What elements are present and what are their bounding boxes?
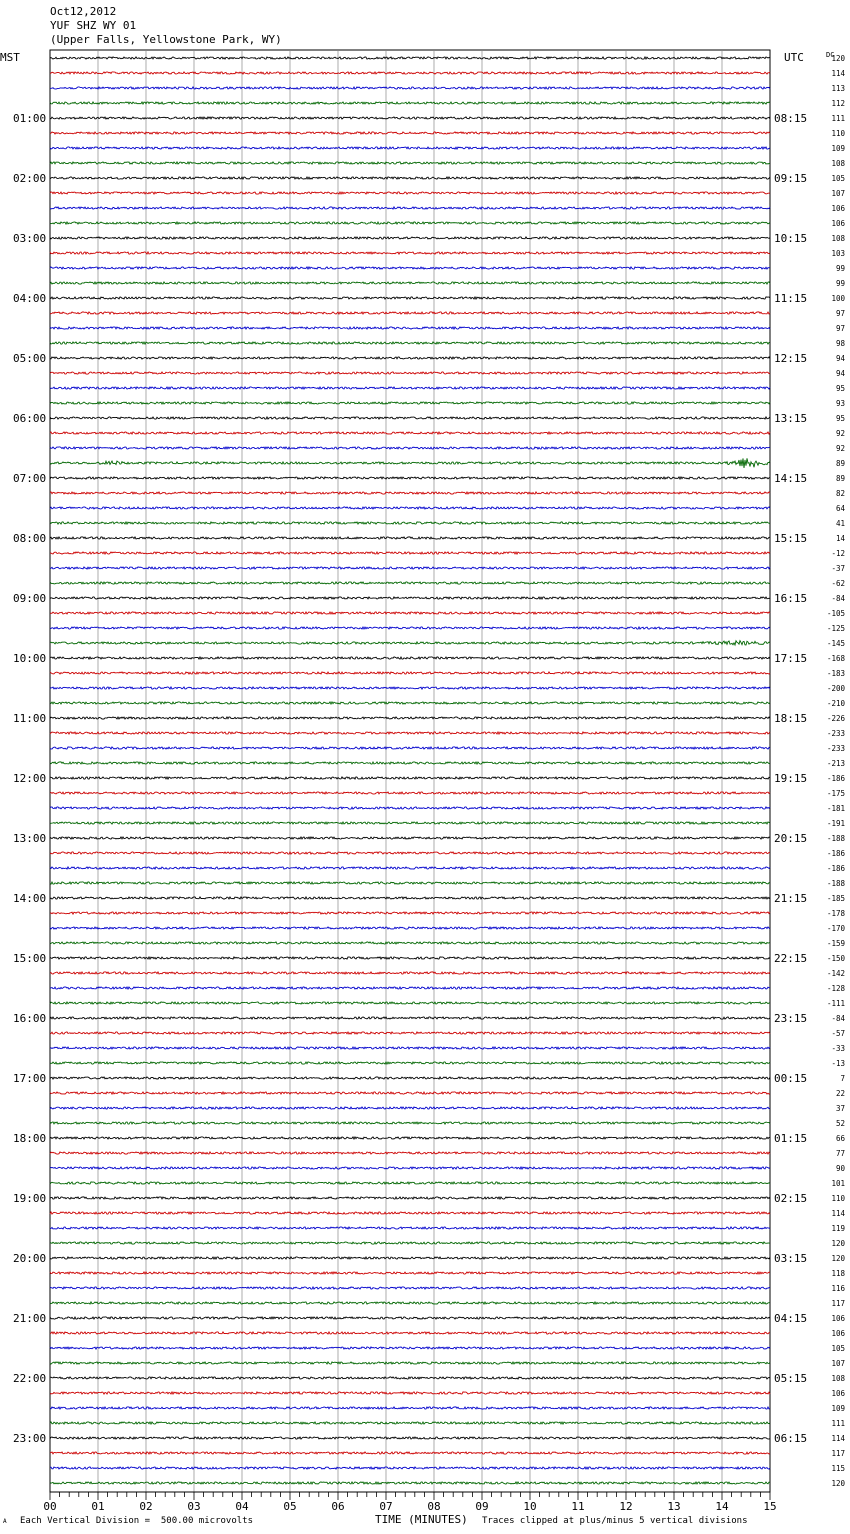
dc-offset-label: -37 <box>831 564 845 573</box>
trace-line <box>50 1257 770 1259</box>
trace-line <box>50 1332 770 1334</box>
dc-offset-label: -84 <box>831 1014 845 1023</box>
trace-line <box>50 162 770 164</box>
trace-line <box>50 117 770 119</box>
mst-hour-label: 13:00 <box>13 832 47 845</box>
mst-hour-label: 08:00 <box>13 532 47 545</box>
x-tick-label: 11 <box>571 1500 585 1513</box>
dc-offset-label: 106 <box>831 204 845 213</box>
trace-line <box>50 822 770 824</box>
chart-date: Oct12,2012 <box>50 5 117 18</box>
dc-offset-label: -213 <box>826 759 845 768</box>
trace-line <box>50 1407 770 1409</box>
dc-offset-label: 89 <box>835 474 845 483</box>
utc-hour-label: 10:15 <box>774 232 808 245</box>
utc-hour-label: 18:15 <box>774 712 808 725</box>
x-tick-label: 06 <box>331 1500 345 1513</box>
trace-line <box>50 762 770 764</box>
x-tick-label: 05 <box>283 1500 297 1513</box>
dc-offset-label: 92 <box>835 429 845 438</box>
utc-hour-label: 19:15 <box>774 772 808 785</box>
utc-hour-label: 09:15 <box>774 172 808 185</box>
dc-offset-label: -12 <box>831 549 845 558</box>
utc-hour-label: 23:15 <box>774 1012 808 1025</box>
x-tick-label: 12 <box>619 1500 633 1513</box>
trace-line <box>50 507 770 509</box>
trace-line <box>50 402 770 404</box>
trace-line <box>50 1107 770 1109</box>
dc-offset-label: -178 <box>826 909 845 918</box>
utc-hour-label: 16:15 <box>774 592 808 605</box>
utc-hour-label: 12:15 <box>774 352 808 365</box>
trace-line <box>50 237 770 239</box>
utc-hour-label: 21:15 <box>774 892 808 905</box>
utc-hour-label: 17:15 <box>774 652 808 665</box>
trace-line <box>50 1182 770 1184</box>
dc-offset-label: 14 <box>835 534 845 543</box>
trace-line <box>50 192 770 194</box>
dc-offset-label: -128 <box>826 984 845 993</box>
trace-line <box>50 1452 770 1454</box>
trace-line <box>50 657 770 659</box>
dc-offset-label: 110 <box>831 129 845 138</box>
trace-line <box>50 1212 770 1214</box>
mst-hour-label: 12:00 <box>13 772 47 785</box>
x-tick-label: 13 <box>667 1500 681 1513</box>
dc-offset-label: -170 <box>826 924 845 933</box>
trace-line <box>50 342 770 344</box>
x-tick-label: 02 <box>139 1500 153 1513</box>
mst-hour-label: 07:00 <box>13 472 47 485</box>
dc-offset-label: 97 <box>835 309 845 318</box>
utc-hour-label: 00:15 <box>774 1072 808 1085</box>
trace-line <box>50 282 770 284</box>
trace-line <box>50 1437 770 1439</box>
trace-line <box>50 612 770 614</box>
utc-hour-label: 03:15 <box>774 1252 808 1265</box>
dc-offset-label: -62 <box>831 579 845 588</box>
mst-hour-label: 19:00 <box>13 1192 47 1205</box>
station-code: YUF SHZ WY 01 <box>50 19 137 32</box>
trace-line <box>50 267 770 269</box>
trace-line <box>50 852 770 854</box>
dc-offset-label: 114 <box>831 1434 845 1443</box>
dc-offset-label: 117 <box>831 1449 845 1458</box>
dc-offset-label: 114 <box>831 69 845 78</box>
utc-hour-label: 15:15 <box>774 532 808 545</box>
trace-line <box>50 1347 770 1349</box>
utc-hour-label: 04:15 <box>774 1312 808 1325</box>
mst-hour-label: 05:00 <box>13 352 47 365</box>
dc-offset-label: -200 <box>826 684 845 693</box>
mst-hour-label: 17:00 <box>13 1072 47 1085</box>
trace-line <box>50 372 770 374</box>
dc-offset-label: -145 <box>826 639 845 648</box>
mst-hour-label: 01:00 <box>13 112 47 125</box>
left-axis-label: MST <box>0 51 20 64</box>
dc-offset-label: -168 <box>826 654 845 663</box>
trace-line <box>50 1137 770 1139</box>
trace-line <box>50 957 770 959</box>
x-tick-label: 09 <box>475 1500 489 1513</box>
trace-line <box>50 177 770 179</box>
dc-offset-label: 52 <box>835 1119 845 1128</box>
dc-offset-label: 112 <box>831 99 845 108</box>
trace-line <box>50 867 770 869</box>
trace-line <box>50 132 770 134</box>
right-axis-label: UTC <box>784 51 804 64</box>
mst-hour-label: 22:00 <box>13 1372 47 1385</box>
dc-offset-label: -13 <box>831 1059 845 1068</box>
trace-line <box>50 567 770 569</box>
trace-line <box>50 1047 770 1049</box>
x-axis-label: TIME (MINUTES) <box>375 1513 468 1526</box>
dc-offset-label: 99 <box>835 279 845 288</box>
dc-offset-label: 107 <box>831 1359 845 1368</box>
x-tick-label: 03 <box>187 1500 201 1513</box>
dc-offset-label: 97 <box>835 324 845 333</box>
trace-line <box>50 837 770 839</box>
corner-mark: A <box>3 1518 7 1525</box>
dc-offset-label: -186 <box>826 864 845 873</box>
dc-offset-label: -125 <box>826 624 845 633</box>
dc-offset-label: 64 <box>835 504 845 513</box>
dc-offset-label: 119 <box>831 1224 845 1233</box>
dc-offset-label: 111 <box>831 114 845 123</box>
trace-line <box>50 582 770 584</box>
dc-offset-label: 94 <box>835 354 845 363</box>
station-location: (Upper Falls, Yellowstone Park, WY) <box>50 33 282 46</box>
trace-line <box>50 57 770 59</box>
trace-line <box>50 1272 770 1274</box>
trace-line <box>50 732 770 734</box>
trace-line <box>50 641 770 645</box>
dc-offset-label: -233 <box>826 744 845 753</box>
trace-line <box>50 297 770 299</box>
trace-line <box>50 1032 770 1034</box>
x-tick-label: 01 <box>91 1500 105 1513</box>
trace-line <box>50 627 770 629</box>
dc-offset-label: 93 <box>835 399 845 408</box>
trace-line <box>50 672 770 674</box>
dc-offset-label: -111 <box>826 999 845 1008</box>
mst-hour-label: 02:00 <box>13 172 47 185</box>
mst-hour-label: 14:00 <box>13 892 47 905</box>
trace-line <box>50 747 770 749</box>
dc-label: DC <box>826 51 835 59</box>
trace-line <box>50 357 770 359</box>
trace-line <box>50 1482 770 1484</box>
x-tick-label: 07 <box>379 1500 393 1513</box>
trace-line <box>50 777 770 779</box>
utc-hour-label: 11:15 <box>774 292 808 305</box>
trace-line <box>50 447 770 449</box>
dc-offset-label: 103 <box>831 249 845 258</box>
dc-offset-label: 7 <box>840 1074 845 1083</box>
dc-offset-label: -142 <box>826 969 845 978</box>
trace-line <box>50 477 770 479</box>
dc-offset-label: -84 <box>831 594 845 603</box>
utc-hour-label: 13:15 <box>774 412 808 425</box>
dc-offset-label: 89 <box>835 459 845 468</box>
mst-hour-label: 06:00 <box>13 412 47 425</box>
dc-offset-label: 77 <box>835 1149 845 1158</box>
trace-line <box>50 1242 770 1244</box>
trace-line <box>50 1002 770 1004</box>
dc-offset-label: -210 <box>826 699 845 708</box>
utc-hour-label: 14:15 <box>774 472 808 485</box>
trace-line <box>50 987 770 989</box>
trace-line <box>50 1467 770 1469</box>
trace-line <box>50 1092 770 1094</box>
dc-offset-label: 109 <box>831 144 845 153</box>
trace-line <box>50 207 770 209</box>
utc-hour-label: 02:15 <box>774 1192 808 1205</box>
trace-line <box>50 417 770 419</box>
dc-offset-label: 106 <box>831 1389 845 1398</box>
trace-line <box>50 458 770 468</box>
trace-line <box>50 927 770 929</box>
utc-hour-label: 22:15 <box>774 952 808 965</box>
dc-offset-label: 120 <box>831 54 845 63</box>
dc-offset-label: -57 <box>831 1029 845 1038</box>
x-tick-label: 15 <box>763 1500 777 1513</box>
dc-offset-label: 110 <box>831 1194 845 1203</box>
dc-offset-label: -186 <box>826 849 845 858</box>
dc-offset-label: 115 <box>831 1464 845 1473</box>
dc-offset-label: 113 <box>831 84 845 93</box>
trace-line <box>50 522 770 524</box>
dc-offset-label: 108 <box>831 234 845 243</box>
trace-line <box>50 1317 770 1319</box>
dc-offset-label: -188 <box>826 879 845 888</box>
trace-line <box>50 792 770 794</box>
dc-offset-label: -233 <box>826 729 845 738</box>
trace-line <box>50 882 770 884</box>
utc-hour-label: 08:15 <box>774 112 808 125</box>
mst-hour-label: 03:00 <box>13 232 47 245</box>
trace-line <box>50 597 770 599</box>
trace-line <box>50 942 770 944</box>
dc-offset-label: 108 <box>831 1374 845 1383</box>
mst-hour-label: 21:00 <box>13 1312 47 1325</box>
dc-offset-label: -33 <box>831 1044 845 1053</box>
trace-line <box>50 537 770 539</box>
trace-line <box>50 1152 770 1154</box>
mst-hour-label: 11:00 <box>13 712 47 725</box>
dc-offset-label: 41 <box>835 519 845 528</box>
dc-offset-label: 120 <box>831 1254 845 1263</box>
dc-offset-label: 66 <box>835 1134 845 1143</box>
dc-offset-label: -226 <box>826 714 845 723</box>
dc-offset-label: 98 <box>835 339 845 348</box>
trace-line <box>50 1062 770 1064</box>
trace-line <box>50 1077 770 1079</box>
trace-line <box>50 1227 770 1229</box>
dc-offset-label: 116 <box>831 1284 845 1293</box>
time-axis <box>43 1492 776 1513</box>
dc-offset-label: 120 <box>831 1239 845 1248</box>
trace-line <box>50 492 770 494</box>
trace-line <box>50 222 770 224</box>
trace-line <box>50 1197 770 1199</box>
dc-offset-label: -175 <box>826 789 845 798</box>
dc-offset-label: 114 <box>831 1209 845 1218</box>
x-tick-label: 08 <box>427 1500 441 1513</box>
trace-line <box>50 702 770 704</box>
dc-offset-label: 105 <box>831 1344 845 1353</box>
trace-line <box>50 1122 770 1124</box>
dc-offset-label: 117 <box>831 1299 845 1308</box>
mst-hour-label: 15:00 <box>13 952 47 965</box>
mst-hour-label: 10:00 <box>13 652 47 665</box>
mst-hour-label: 09:00 <box>13 592 47 605</box>
mst-hour-label: 20:00 <box>13 1252 47 1265</box>
trace-line <box>50 1167 770 1169</box>
trace-line <box>50 897 770 899</box>
x-tick-label: 00 <box>43 1500 57 1513</box>
utc-hour-label: 20:15 <box>774 832 808 845</box>
utc-hour-label: 06:15 <box>774 1432 808 1445</box>
trace-line <box>50 807 770 809</box>
mst-hour-label: 18:00 <box>13 1132 47 1145</box>
dc-offset-label: -186 <box>826 774 845 783</box>
dc-offset-label: -181 <box>826 804 845 813</box>
x-tick-label: 14 <box>715 1500 729 1513</box>
dc-offset-label: 105 <box>831 174 845 183</box>
mst-hour-label: 23:00 <box>13 1432 47 1445</box>
dc-offset-label: 100 <box>831 294 845 303</box>
dc-offset-label: -185 <box>826 894 845 903</box>
dc-offset-label: 106 <box>831 1314 845 1323</box>
dc-offset-label: 99 <box>835 264 845 273</box>
trace-line <box>50 1287 770 1289</box>
dc-offset-label: 37 <box>835 1104 845 1113</box>
trace-line <box>50 327 770 329</box>
trace-line <box>50 87 770 89</box>
seismic-traces <box>50 57 770 1484</box>
trace-line <box>50 687 770 689</box>
dc-offset-label: 95 <box>835 414 845 423</box>
dc-offset-label: 106 <box>831 219 845 228</box>
dc-offset-label: 109 <box>831 1404 845 1413</box>
trace-line <box>50 552 770 554</box>
trace-line <box>50 252 770 254</box>
dc-offset-label: 106 <box>831 1329 845 1338</box>
dc-offset-label: -191 <box>826 819 845 828</box>
trace-line <box>50 72 770 74</box>
dc-offset-label: -150 <box>826 954 845 963</box>
trace-line <box>50 1392 770 1394</box>
dc-offset-label: 111 <box>831 1419 845 1428</box>
trace-line <box>50 1422 770 1424</box>
trace-line <box>50 1377 770 1379</box>
dc-offset-label: 107 <box>831 189 845 198</box>
utc-hour-label: 01:15 <box>774 1132 808 1145</box>
clip-note: Traces clipped at plus/minus 5 vertical divisions <box>482 1516 748 1526</box>
mst-hour-label: 16:00 <box>13 1012 47 1025</box>
trace-line <box>50 1302 770 1304</box>
trace-line <box>50 717 770 719</box>
dc-offset-label: 95 <box>835 384 845 393</box>
plot-frame <box>50 50 770 1492</box>
trace-line <box>50 102 770 104</box>
dc-offset-label: -183 <box>826 669 845 678</box>
dc-offset-label: -105 <box>826 609 845 618</box>
dc-offset-label: 120 <box>831 1479 845 1488</box>
x-tick-label: 04 <box>235 1500 249 1513</box>
trace-line <box>50 387 770 389</box>
dc-offset-label: 118 <box>831 1269 845 1278</box>
dc-offset-label: 22 <box>835 1089 845 1098</box>
trace-line <box>50 312 770 314</box>
dc-offset-label: 82 <box>835 489 845 498</box>
mst-hour-label: 04:00 <box>13 292 47 305</box>
trace-line <box>50 1362 770 1364</box>
dc-offset-label: 92 <box>835 444 845 453</box>
trace-line <box>50 1017 770 1019</box>
dc-offset-label: 90 <box>835 1164 845 1173</box>
utc-hour-label: 05:15 <box>774 1372 808 1385</box>
trace-line <box>50 912 770 914</box>
trace-line <box>50 432 770 434</box>
dc-offset-label: -188 <box>826 834 845 843</box>
trace-line <box>50 147 770 149</box>
dc-offset-label: -159 <box>826 939 845 948</box>
trace-line <box>50 972 770 974</box>
scale-note: Each Vertical Division = 500.00 microvolts <box>20 1516 253 1526</box>
x-tick-label: 10 <box>523 1500 537 1513</box>
chart-grid <box>50 50 770 1492</box>
dc-offset-label: 101 <box>831 1179 845 1188</box>
dc-offset-label: 94 <box>835 369 845 378</box>
dc-offset-label: 108 <box>831 159 845 168</box>
